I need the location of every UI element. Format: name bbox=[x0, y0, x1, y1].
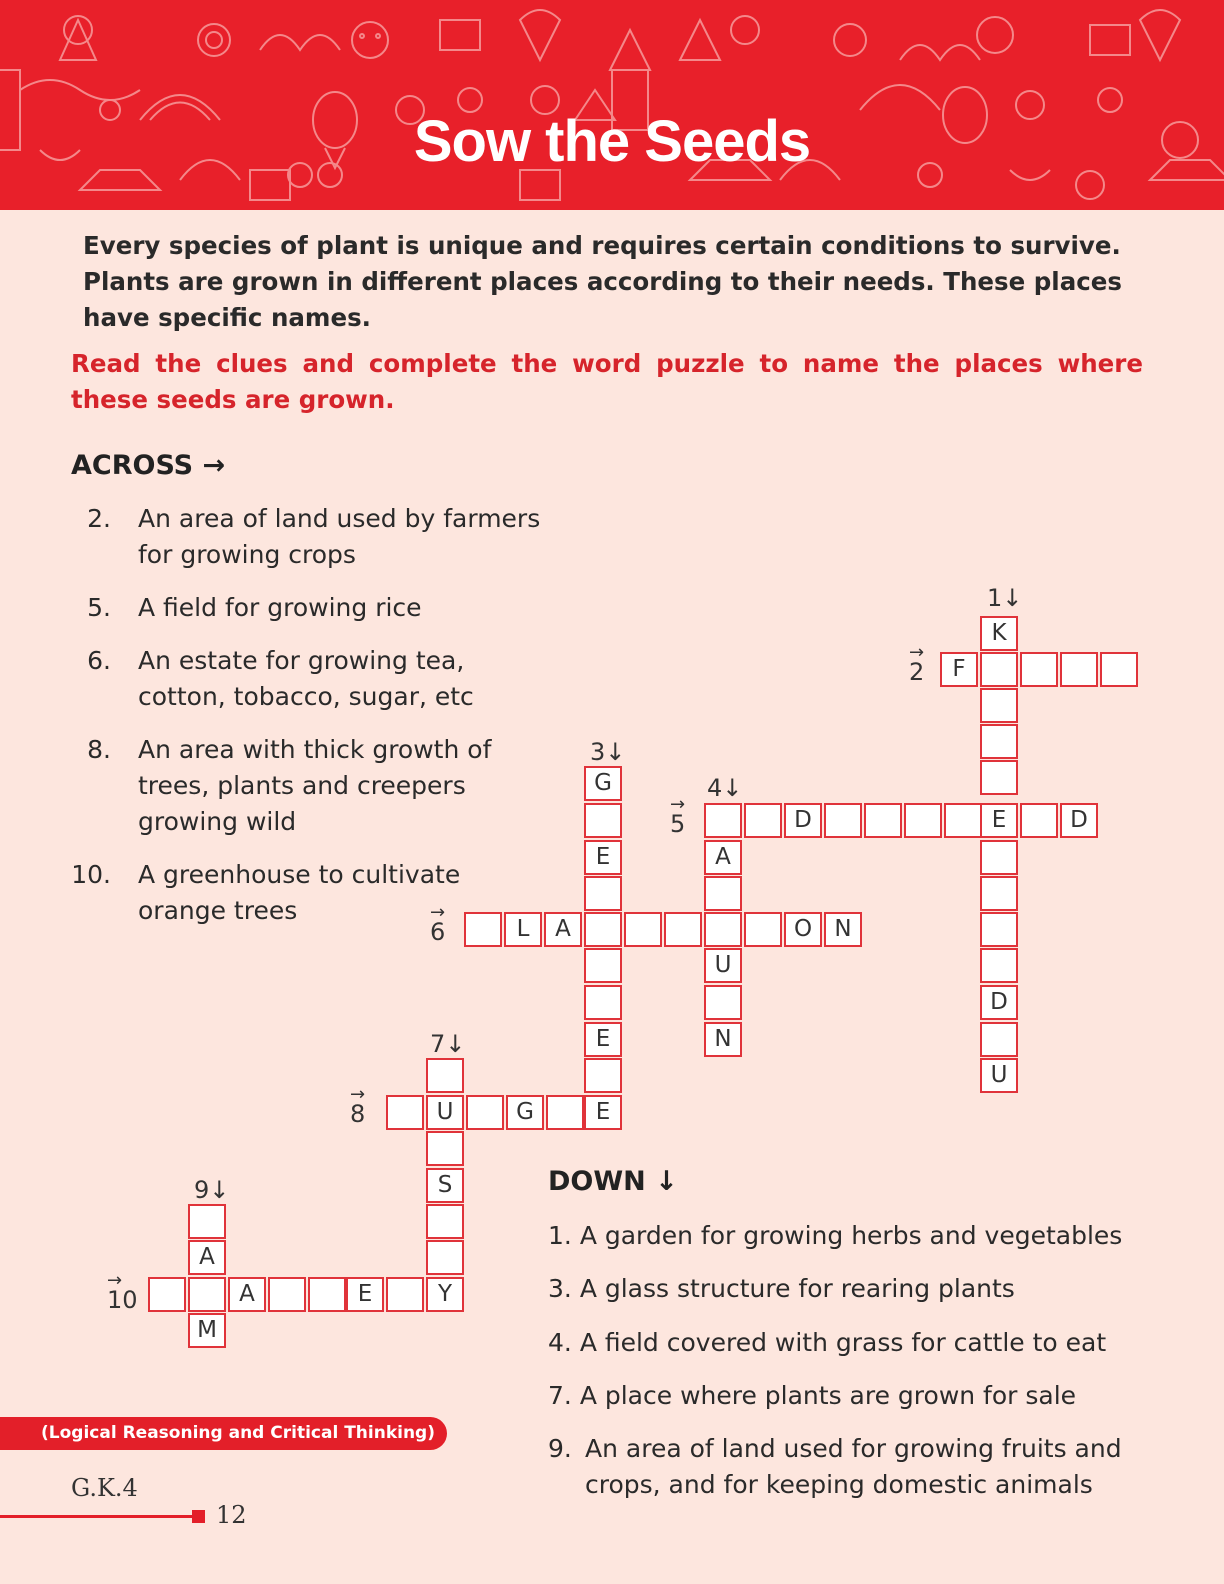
crossword-cell[interactable]: D bbox=[1060, 803, 1098, 838]
clue-number: 4. bbox=[548, 1328, 572, 1357]
crossword-cell[interactable] bbox=[980, 912, 1018, 947]
doodle-pattern bbox=[0, 0, 1224, 210]
crossword-cell[interactable] bbox=[1020, 652, 1058, 687]
across-heading: ACROSS → bbox=[71, 450, 226, 481]
crossword-cell[interactable] bbox=[980, 840, 1018, 875]
crossword-cell[interactable] bbox=[386, 1095, 424, 1130]
across-clue bbox=[71, 732, 571, 840]
crossword-cell[interactable] bbox=[426, 1240, 464, 1275]
clue-number: 3. bbox=[548, 1274, 572, 1303]
clue-text: An estate for growing tea, cotton, tobacco, sugar, etc bbox=[138, 646, 474, 711]
crossword-cell[interactable] bbox=[308, 1277, 346, 1312]
clue-number: 6. bbox=[87, 646, 111, 675]
down-clue bbox=[548, 1378, 1148, 1414]
footer-rule bbox=[0, 1515, 192, 1518]
crossword-cell[interactable]: G bbox=[506, 1095, 544, 1130]
crossword-cell[interactable] bbox=[980, 724, 1018, 759]
down-clue bbox=[548, 1431, 1148, 1503]
header-banner bbox=[0, 0, 1224, 210]
crossword-cell[interactable] bbox=[704, 803, 742, 838]
crossword-cell[interactable]: L bbox=[504, 912, 542, 947]
crossword-cell[interactable]: G bbox=[584, 766, 622, 801]
crossword-cell[interactable] bbox=[188, 1204, 226, 1239]
clue-text: A greenhouse to cultivate orange trees bbox=[138, 860, 461, 925]
book-label: G.K.4 bbox=[71, 1474, 138, 1502]
clue-text: A garden for growing herbs and vegetables bbox=[579, 1221, 1123, 1250]
grid-number-10-across: → 10 bbox=[107, 1270, 138, 1314]
instruction-paragraph: Read the clues and complete the word puzzle to name the places where these seeds are grown. bbox=[71, 349, 1143, 414]
crossword-cell[interactable] bbox=[904, 803, 942, 838]
crossword-cell[interactable] bbox=[188, 1277, 226, 1312]
crossword-cell[interactable]: E bbox=[584, 1095, 622, 1130]
crossword-cell[interactable] bbox=[980, 652, 1018, 687]
crossword-cell[interactable]: D bbox=[784, 803, 822, 838]
crossword-cell[interactable] bbox=[584, 1058, 622, 1093]
grid-number-9-down: 9↓ bbox=[194, 1176, 230, 1204]
grid-number-6-across: → 6 bbox=[430, 902, 446, 946]
crossword-cell[interactable] bbox=[980, 760, 1018, 795]
across-clue bbox=[71, 643, 571, 715]
crossword-cell[interactable] bbox=[980, 1022, 1018, 1057]
crossword-cell[interactable] bbox=[980, 948, 1018, 983]
crossword-cell[interactable] bbox=[864, 803, 902, 838]
clue-number: 9. bbox=[548, 1434, 572, 1463]
grid-number-7-down: 7↓ bbox=[430, 1030, 466, 1058]
crossword-cell[interactable] bbox=[704, 876, 742, 911]
crossword-cell[interactable]: F bbox=[940, 652, 978, 687]
clue-number: 8. bbox=[87, 735, 111, 764]
down-heading: DOWN ↓ bbox=[548, 1166, 678, 1197]
down-clue bbox=[548, 1325, 1148, 1361]
crossword-cell[interactable]: Y bbox=[426, 1277, 464, 1312]
grid-number-3-down: 3↓ bbox=[590, 738, 626, 766]
clue-number: 5. bbox=[87, 593, 111, 622]
crossword-cell[interactable]: D bbox=[980, 985, 1018, 1020]
crossword-cell[interactable]: K bbox=[980, 616, 1018, 651]
crossword-cell[interactable] bbox=[980, 688, 1018, 723]
crossword-cell[interactable]: S bbox=[426, 1168, 464, 1203]
grid-number-2-across: → 2 bbox=[909, 642, 925, 686]
crossword-cell[interactable]: O bbox=[784, 912, 822, 947]
crossword-cell[interactable] bbox=[584, 912, 622, 947]
crossword-cell[interactable] bbox=[1100, 652, 1138, 687]
clue-text: A glass structure for rearing plants bbox=[579, 1274, 1015, 1303]
crossword-cell[interactable] bbox=[584, 876, 622, 911]
intro-paragraph: Every species of plant is unique and requires certain conditions to survive. Plants are grown in different places according to their needs. These places have specific names. bbox=[83, 231, 1122, 332]
crossword-cell[interactable]: E bbox=[584, 840, 622, 875]
grid-number-1-down: 1↓ bbox=[987, 584, 1023, 612]
down-clue bbox=[548, 1218, 1148, 1254]
grid-number-8-across: → 8 bbox=[350, 1084, 366, 1128]
clue-number: 10. bbox=[71, 860, 111, 889]
crossword-cell[interactable]: A bbox=[228, 1277, 266, 1312]
page-title: Sow the Seeds bbox=[413, 109, 811, 174]
crossword-cell[interactable]: A bbox=[544, 912, 582, 947]
crossword-cell[interactable] bbox=[744, 803, 782, 838]
skill-tag: (Logical Reasoning and Critical Thinking) bbox=[0, 1417, 447, 1450]
clue-number: 2. bbox=[87, 504, 111, 533]
crossword-cell[interactable] bbox=[426, 1204, 464, 1239]
crossword-cell[interactable] bbox=[386, 1277, 424, 1312]
crossword-cell[interactable]: U bbox=[426, 1095, 464, 1130]
crossword-cell[interactable] bbox=[624, 912, 662, 947]
crossword-cell[interactable] bbox=[704, 912, 742, 947]
down-clue bbox=[548, 1271, 1148, 1307]
crossword-cell[interactable] bbox=[464, 912, 502, 947]
crossword-cell[interactable]: U bbox=[980, 1058, 1018, 1093]
crossword-cell[interactable]: E bbox=[346, 1277, 384, 1312]
clue-text: A place where plants are grown for sale bbox=[579, 1381, 1077, 1410]
footer-square bbox=[192, 1510, 205, 1523]
crossword-cell[interactable] bbox=[744, 912, 782, 947]
across-clue bbox=[71, 501, 571, 573]
crossword-cell[interactable] bbox=[148, 1277, 186, 1312]
clue-text: A field for growing rice bbox=[138, 593, 422, 622]
clue-text: An area of land used by farmers for growing crops bbox=[138, 504, 541, 569]
crossword-cell[interactable]: E bbox=[584, 1022, 622, 1057]
clue-text: An area of land used for growing fruits and crops, and for keeping domestic animals bbox=[585, 1434, 1122, 1499]
page-number: 12 bbox=[216, 1501, 247, 1529]
crossword-cell[interactable] bbox=[664, 912, 702, 947]
clue-number: 7. bbox=[548, 1381, 572, 1410]
crossword-cell[interactable] bbox=[1060, 652, 1098, 687]
crossword-cell[interactable]: M bbox=[188, 1313, 226, 1348]
crossword-cell[interactable] bbox=[584, 985, 622, 1020]
crossword-cell[interactable] bbox=[1020, 803, 1058, 838]
crossword-cell[interactable] bbox=[426, 1131, 464, 1166]
crossword-cell[interactable]: A bbox=[188, 1240, 226, 1275]
clue-text: A field covered with grass for cattle to eat bbox=[579, 1328, 1107, 1357]
grid-number-5-across: → 5 bbox=[670, 794, 686, 838]
crossword-cell[interactable]: N bbox=[704, 1022, 742, 1057]
crossword-cell[interactable] bbox=[426, 1058, 464, 1093]
crossword-cell[interactable] bbox=[268, 1277, 306, 1312]
crossword-cell[interactable] bbox=[584, 803, 622, 838]
crossword-cell[interactable] bbox=[546, 1095, 584, 1130]
grid-number-4-down: 4↓ bbox=[707, 774, 743, 802]
crossword-cell[interactable] bbox=[824, 803, 862, 838]
clue-number: 1. bbox=[548, 1221, 572, 1250]
across-clue bbox=[71, 590, 571, 626]
crossword-cell[interactable]: E bbox=[980, 803, 1018, 838]
crossword-cell[interactable]: U bbox=[704, 948, 742, 983]
crossword-cell[interactable]: A bbox=[704, 840, 742, 875]
crossword-cell[interactable] bbox=[944, 803, 982, 838]
crossword-cell[interactable] bbox=[980, 876, 1018, 911]
crossword-cell[interactable] bbox=[704, 985, 742, 1020]
clue-text: An area with thick growth of trees, plants and creepers growing wild bbox=[138, 735, 492, 836]
crossword-cell[interactable]: N bbox=[824, 912, 862, 947]
crossword-cell[interactable] bbox=[466, 1095, 504, 1130]
crossword-cell[interactable] bbox=[584, 948, 622, 983]
